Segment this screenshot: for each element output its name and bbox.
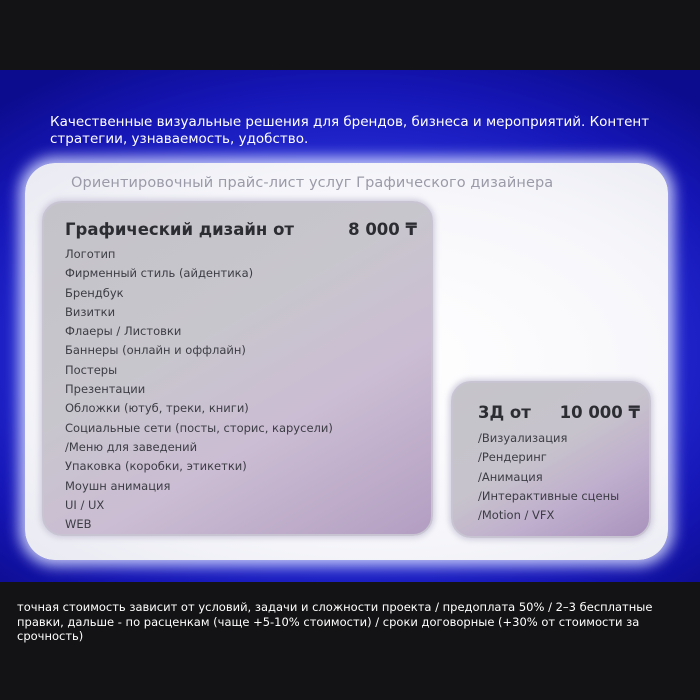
list-item: UI / UX bbox=[65, 497, 105, 512]
graphic-design-card bbox=[42, 201, 433, 536]
list-item: Фирменный стиль (айдентика) bbox=[65, 266, 254, 281]
list-item: Брендбук bbox=[65, 285, 124, 300]
three-d-header bbox=[478, 403, 640, 422]
three-d-title: 3Д от bbox=[478, 403, 531, 422]
price-list-panel bbox=[25, 163, 668, 560]
graphic-design-title: Графический дизайн от bbox=[65, 220, 294, 239]
list-item: Визитки bbox=[65, 304, 116, 319]
list-item: Моушн анимация bbox=[65, 478, 171, 493]
list-item: Логотип bbox=[65, 247, 116, 261]
list-item: Флаеры / Листовки bbox=[65, 324, 182, 339]
list-item: /Меню для заведений bbox=[65, 439, 198, 454]
graphic-design-list bbox=[65, 245, 333, 534]
price-list-title: Ориентировочный прайс-лист услуг Графического дизайнера bbox=[71, 175, 554, 191]
footer-note: точная стоимость зависит от условий, задачи и сложности проекта / предоплата 50% / 2–3 бесплатные правки, дальше - по расценкам (чаще +5-10% стоимости) / сроки договорные (+30% от стоимости за срочность) bbox=[17, 600, 653, 643]
graphic-design-price: 8 000 ₸ bbox=[348, 220, 417, 239]
list-item: /Motion / VFX bbox=[478, 508, 555, 523]
list-item: Презентации bbox=[65, 382, 146, 397]
list-item: Обложки (ютуб, треки, книги) bbox=[65, 401, 249, 416]
graphic-design-header bbox=[65, 220, 417, 239]
three-d-card bbox=[451, 381, 651, 538]
list-item: Упаковка (коробки, этикетки) bbox=[65, 459, 247, 474]
top-dark-band bbox=[0, 0, 700, 70]
list-item: Постеры bbox=[65, 362, 118, 377]
three-d-list bbox=[478, 429, 619, 525]
list-item: WEB bbox=[65, 517, 92, 532]
list-item: /Интерактивные сцены bbox=[478, 488, 620, 503]
blue-background bbox=[0, 70, 700, 582]
list-item: Баннеры (онлайн и оффлайн) bbox=[65, 343, 246, 358]
list-item: /Рендеринг bbox=[478, 450, 547, 465]
list-item: /Анимация bbox=[478, 469, 543, 484]
intro-text: Качественные визуальные решения для брендов, бизнеса и мероприятий. Контент стратегии, узнаваемость, удобство. bbox=[50, 114, 650, 147]
list-item: /Визуализация bbox=[478, 431, 568, 445]
list-item: Социальные сети (посты, сторис, карусели) bbox=[65, 420, 333, 435]
three-d-price: 10 000 ₸ bbox=[559, 403, 640, 422]
